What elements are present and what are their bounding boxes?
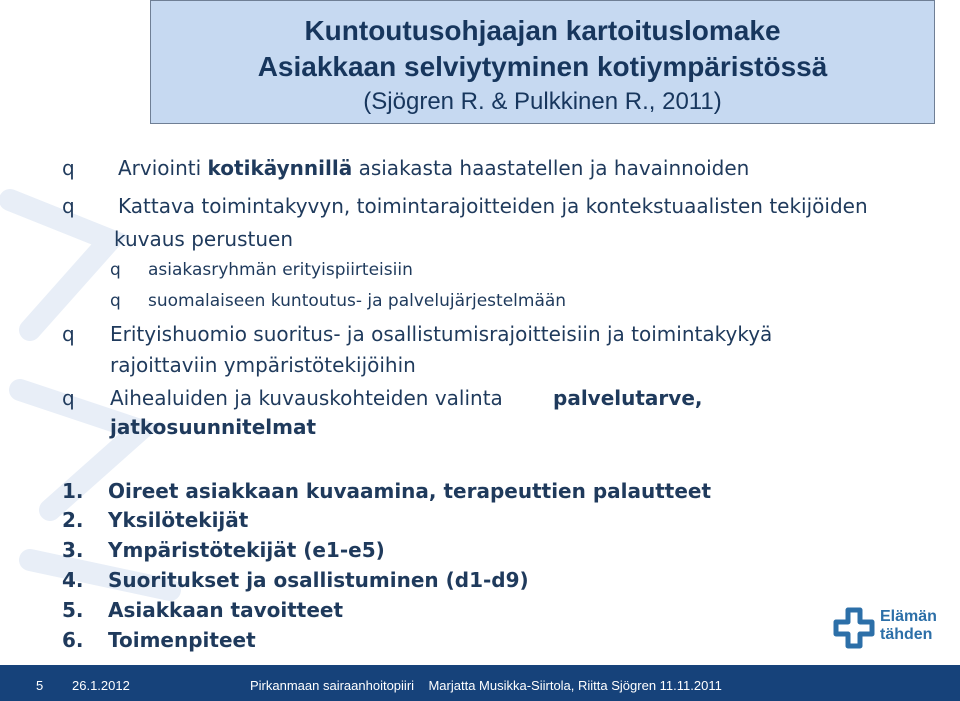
bullet-4-bold: palvelutarve, [553,386,703,410]
bullet-2-line-1: Kattava toimintakyvyn, toimintarajoitteiden ja kontekstuaalisten tekijöiden [118,194,868,218]
page-number: 5 [36,678,44,693]
list-item: 2. Yksilötekijät [62,508,249,532]
bullet-2-line-2: kuvaus perustuen [114,227,294,251]
list-item: 4. Suoritukset ja osallistuminen (d1-d9) [62,568,529,592]
footer-bar [0,665,960,701]
title-line-1: Kuntoutusohjaajan kartoituslomake [304,15,781,46]
bullet-3-line-2: rajoittaviin ympäristötekijöihin [110,353,416,377]
bullet-3-line-1: Erityishuomio suoritus- ja osallistumisrajoitteisiin ja toimintakykyä [110,322,773,346]
sub-bullet-icon: q [110,260,121,280]
bullet-1-text: Arviointi kotikäynnillä asiakasta haastatellen ja havainnoiden [118,156,750,180]
list-item: 5. Asiakkaan tavoitteet [62,598,344,622]
logo-text: Elämän tähden [880,608,937,643]
bullet-4-line-2: jatkosuunnitelmat [110,415,317,439]
title-citation: (Sjögren R. & Pulkkinen R., 2011) [363,88,722,115]
footer-date: 26.1.2012 [72,678,130,693]
sub-bullet-2-text: suomalaiseen kuntoutus- ja palvelujärjestelmään [148,291,567,311]
bullet-icon: q [62,194,75,218]
list-item: 1. Oireet asiakkaan kuvaamina, terapeuttien palautteet [62,479,712,503]
logo-icon [832,606,876,650]
sub-bullet-icon: q [110,291,121,311]
sub-bullet-1-text: asiakasryhmän erityispiirteisiin [148,260,413,280]
bullet-icon: q [62,322,75,346]
list-item: 6. Toimenpiteet [62,628,256,652]
elaman-tahden-logo [832,606,952,658]
title-line-2: Asiakkaan selviytyminen kotiympäristössä [257,51,828,82]
footer-credit: Pirkanmaan sairaanhoitopiiri Marjatta Musikka-Siirtola, Riitta Sjögren 11.11.2011 [250,678,722,693]
list-item: 3. Ympäristötekijät (e1-e5) [62,538,385,562]
bullet-4-line-1: Aihealuiden ja kuvauskohteiden valinta [110,386,503,410]
title-box [150,0,935,124]
bullet-icon: q [62,156,75,180]
bullet-icon: q [62,386,75,410]
bullet-1-bold: kotikäynnillä [207,156,353,180]
